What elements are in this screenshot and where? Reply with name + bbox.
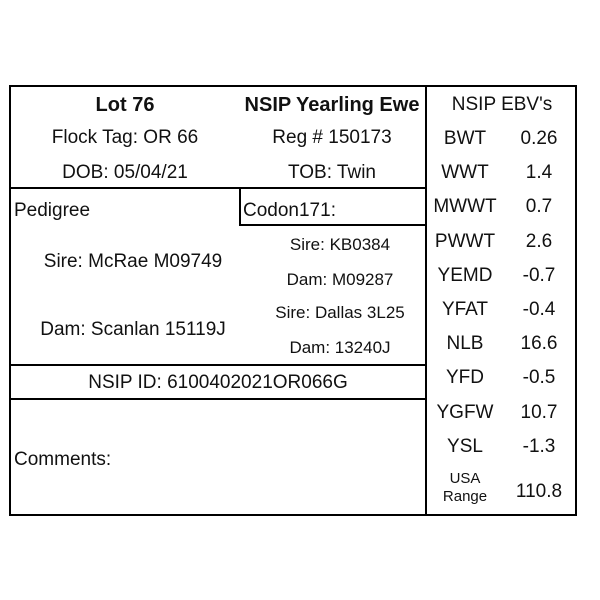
type-of-birth: TOB: Twin xyxy=(288,162,376,183)
ebv-value-yfat: -0.4 xyxy=(522,299,556,320)
comments-label: Comments: xyxy=(14,449,112,470)
usa-range-label-line2: Range xyxy=(442,488,488,505)
ebv-value-nlb: 16.6 xyxy=(520,333,558,354)
dam-name: Dam: Scanlan 15119J xyxy=(40,319,226,340)
flock-tag: Flock Tag: OR 66 xyxy=(51,127,199,148)
nsip-id: NSIP ID: 6100402021OR066G xyxy=(88,372,348,393)
ebv-value-ygfw: 10.7 xyxy=(520,402,558,423)
pedigree-label: Pedigree xyxy=(14,200,91,221)
ebv-trait-wwt: WWT xyxy=(441,162,489,183)
sire-dam-name: Dam: M09287 xyxy=(286,270,394,289)
ebv-title: NSIP EBV's xyxy=(451,94,553,115)
animal-title: NSIP Yearling Ewe xyxy=(244,94,420,116)
ebv-value-yemd: -0.7 xyxy=(522,265,556,286)
codon-label: Codon171: xyxy=(243,200,336,221)
registration-number: Reg # 150173 xyxy=(272,127,392,148)
ebv-value-ysl: -1.3 xyxy=(522,436,556,457)
divider-codon-left xyxy=(239,189,241,225)
ebv-trait-ysl: YSL xyxy=(447,436,483,457)
usa-range-value: 110.8 xyxy=(515,481,563,502)
date-of-birth: DOB: 05/04/21 xyxy=(62,162,188,183)
ebv-trait-bwt: BWT xyxy=(443,128,487,149)
ewe-info-card xyxy=(9,85,577,516)
ebv-value-bwt: 0.26 xyxy=(520,128,558,149)
ebv-trait-ygfw: YGFW xyxy=(436,402,494,423)
dam-dam-name: Dam: 13240J xyxy=(289,338,391,357)
ebv-trait-mwwt: MWWT xyxy=(433,196,497,217)
ebv-value-yfd: -0.5 xyxy=(522,367,556,388)
usa-range-label xyxy=(427,470,503,506)
divider-nsip-id-bottom xyxy=(11,398,425,400)
divider-header-bottom xyxy=(11,187,425,189)
ebv-trait-yemd: YEMD xyxy=(437,265,493,286)
divider-codon-bottom xyxy=(239,224,425,226)
ebv-value-wwt: 1.4 xyxy=(525,162,553,183)
ebv-trait-yfd: YFD xyxy=(446,367,484,388)
usa-range-label-line1: USA xyxy=(449,470,481,487)
ebv-value-pwwt: 2.6 xyxy=(525,231,553,252)
dam-sire-name: Sire: Dallas 3L25 xyxy=(275,303,405,322)
lot-number: Lot 76 xyxy=(95,94,155,116)
sire-name: Sire: McRae M09749 xyxy=(43,251,223,272)
ebv-trait-nlb: NLB xyxy=(446,333,484,354)
ebv-value-mwwt: 0.7 xyxy=(525,196,553,217)
sire-sire-name: Sire: KB0384 xyxy=(289,235,391,254)
ebv-trait-yfat: YFAT xyxy=(441,299,489,320)
divider-pedigree-bottom xyxy=(11,364,425,366)
ebv-trait-pwwt: PWWT xyxy=(434,231,496,252)
